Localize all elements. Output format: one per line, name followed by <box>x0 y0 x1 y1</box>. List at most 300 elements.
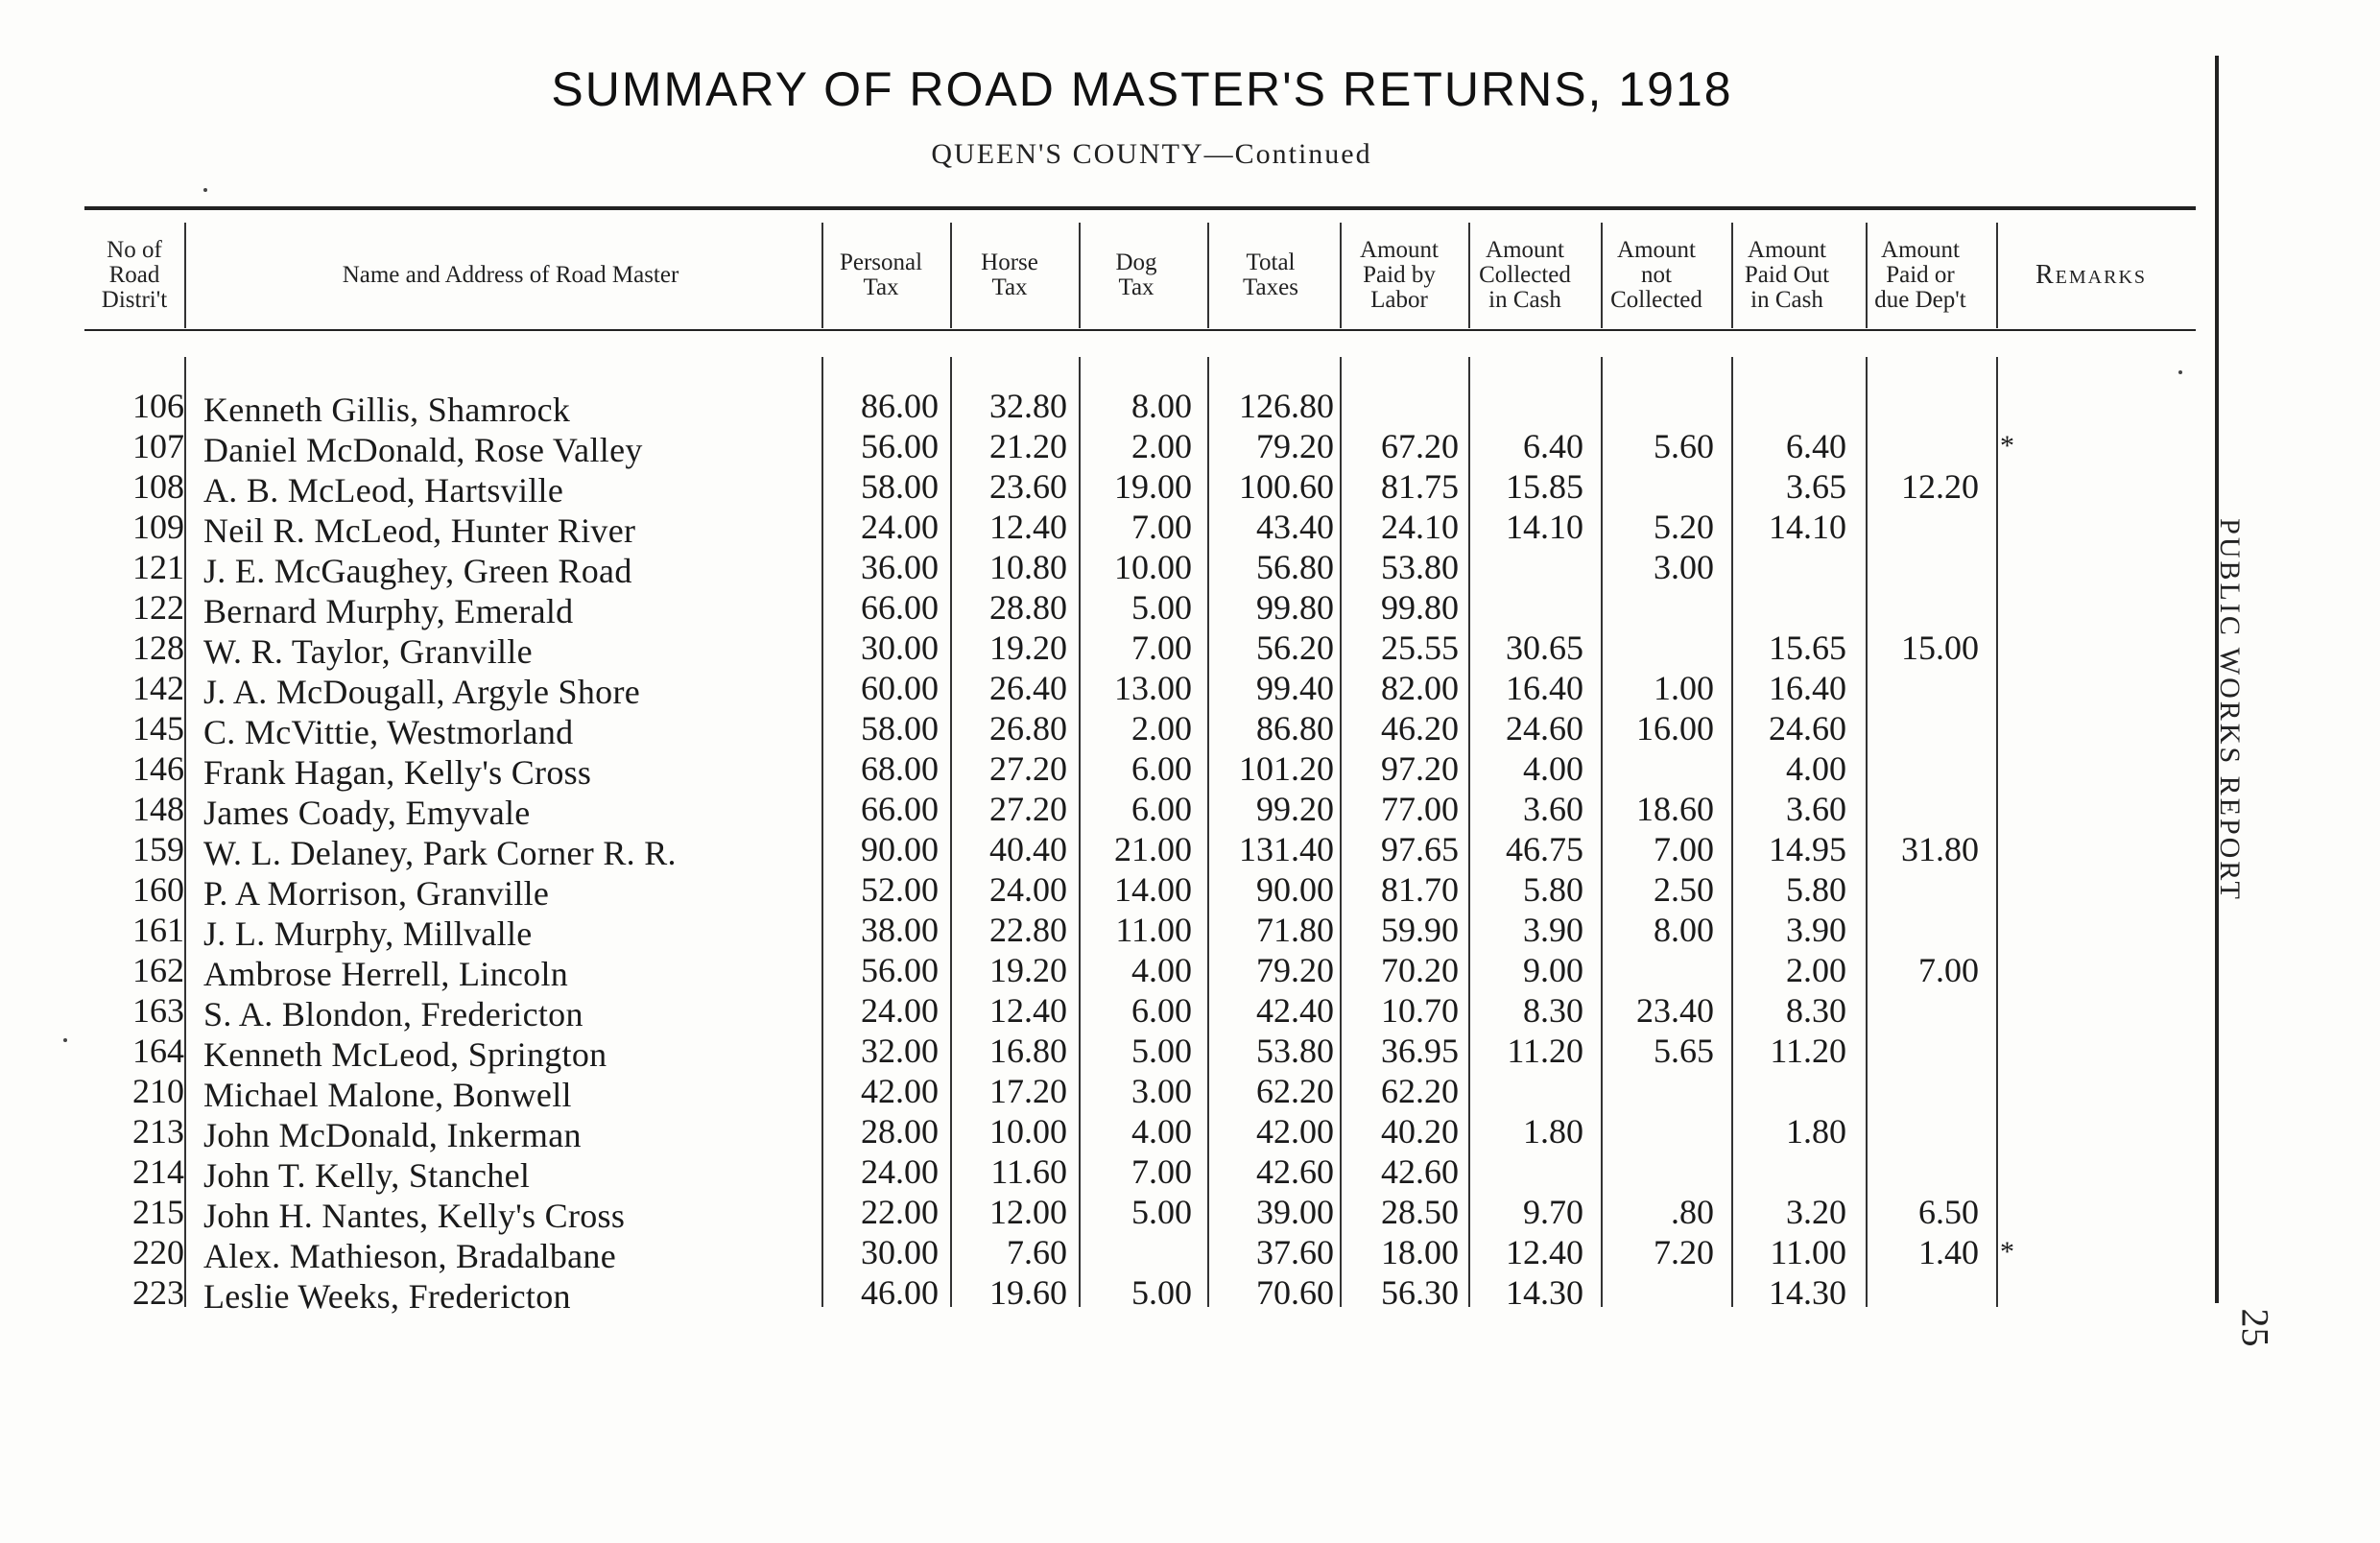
column-header-line: in Cash <box>1750 287 1823 313</box>
cell-remarks: * <box>2000 1236 2014 1268</box>
column-header-line: in Cash <box>1488 287 1561 313</box>
cell-labor: 59.90 <box>1381 911 1459 949</box>
cell-total: 42.60 <box>1256 1152 1334 1191</box>
cell-not-collected: 3.00 <box>1654 548 1714 586</box>
cell-name: P. A Morrison, Granville <box>203 874 550 913</box>
cell-district: 148 <box>132 790 184 828</box>
page-subtitle: QUEEN'S COUNTY—Continued <box>931 138 1372 170</box>
cell-collected: 8.30 <box>1523 991 1583 1030</box>
cell-horse: 12.00 <box>989 1193 1067 1231</box>
cell-name: A. B. McLeod, Hartsville <box>203 471 564 510</box>
cell-dog: 4.00 <box>1131 951 1192 989</box>
cell-labor: 81.70 <box>1381 870 1459 909</box>
cell-total: 101.20 <box>1239 749 1334 788</box>
header-top-rule <box>84 206 2196 210</box>
cell-personal: 60.00 <box>861 669 939 707</box>
cell-total: 100.60 <box>1239 467 1334 506</box>
cell-total: 70.60 <box>1256 1273 1334 1312</box>
cell-not-collected: 23.40 <box>1636 991 1714 1030</box>
column-header-line: Taxes <box>1243 274 1298 300</box>
cell-personal: 36.00 <box>861 548 939 586</box>
cell-paid-dep <box>1862 910 1979 950</box>
cell-name: James Coady, Emyvale <box>203 794 531 832</box>
cell-personal: 66.00 <box>861 790 939 828</box>
cell-remarks <box>2000 386 2029 426</box>
cell-paid-out <box>1727 587 1846 628</box>
cell-total: 79.20 <box>1256 427 1334 465</box>
cell-district: 121 <box>132 548 184 586</box>
cell-horse: 12.40 <box>989 508 1067 546</box>
print-speck <box>2178 370 2182 374</box>
cell-not-collected: 5.60 <box>1654 427 1714 465</box>
cell-collected <box>1466 547 1583 587</box>
cell-personal: 90.00 <box>861 830 939 868</box>
cell-labor: 18.00 <box>1381 1233 1459 1271</box>
cell-district: 122 <box>132 588 184 627</box>
cell-paid-dep <box>1862 507 1979 547</box>
cell-horse: 27.20 <box>989 790 1067 828</box>
cell-district: 223 <box>132 1273 184 1312</box>
column-header-line: Amount <box>1617 237 1696 263</box>
print-speck <box>63 1038 67 1042</box>
column-header-paid-out <box>1727 238 1846 313</box>
cell-personal: 38.00 <box>861 911 939 949</box>
page-title: SUMMARY OF ROAD MASTER'S RETURNS, 1918 <box>551 62 1733 116</box>
cell-labor: 82.00 <box>1381 669 1459 707</box>
column-header-line: Personal <box>839 249 923 275</box>
cell-remarks <box>2000 547 2029 587</box>
cell-horse: 11.60 <box>990 1152 1067 1191</box>
cell-labor: 97.20 <box>1381 749 1459 788</box>
cell-personal: 22.00 <box>861 1193 939 1231</box>
cell-total: 53.80 <box>1256 1032 1334 1070</box>
column-header-personal <box>823 250 939 300</box>
cell-name: J. E. McGaughey, Green Road <box>203 552 632 590</box>
cell-paid-dep <box>1862 1031 1979 1071</box>
cell-remarks <box>2000 1071 2029 1111</box>
cell-total: 126.80 <box>1239 387 1334 425</box>
cell-total: 99.80 <box>1256 588 1334 627</box>
cell-district: 146 <box>132 749 184 788</box>
cell-district: 106 <box>132 387 184 425</box>
cell-labor: 56.30 <box>1381 1273 1459 1312</box>
cell-not-collected: 16.00 <box>1636 709 1714 748</box>
column-rule <box>1996 223 1998 328</box>
cell-paid-dep <box>1862 668 1979 708</box>
cell-name: C. McVittie, Westmorland <box>203 713 574 751</box>
cell-horse: 17.20 <box>989 1072 1067 1110</box>
cell-labor: 53.80 <box>1381 548 1459 586</box>
cell-labor: 42.60 <box>1381 1152 1459 1191</box>
column-header-line: Dog <box>1115 249 1157 275</box>
cell-horse: 26.40 <box>989 669 1067 707</box>
cell-district: 215 <box>132 1193 184 1231</box>
cell-dog: 10.00 <box>1114 548 1192 586</box>
cell-remarks <box>2000 1272 2029 1313</box>
cell-name: Frank Hagan, Kelly's Cross <box>203 753 592 792</box>
cell-personal: 58.00 <box>861 709 939 748</box>
cell-dog: 6.00 <box>1131 749 1192 788</box>
cell-paid-out: 11.00 <box>1770 1233 1846 1271</box>
cell-paid-dep: 15.00 <box>1901 629 1979 667</box>
cell-remarks <box>2000 507 2029 547</box>
cell-district: 142 <box>132 669 184 707</box>
cell-collected: 30.65 <box>1506 629 1583 667</box>
cell-name: John McDonald, Inkerman <box>203 1116 582 1154</box>
cell-collected: 1.80 <box>1523 1112 1583 1151</box>
column-header-line: Distri't <box>101 287 168 313</box>
cell-not-collected <box>1599 466 1714 507</box>
column-header-line: due Dep't <box>1874 287 1966 313</box>
cell-district: 214 <box>132 1152 184 1191</box>
cell-personal: 68.00 <box>861 749 939 788</box>
cell-labor: 25.55 <box>1381 629 1459 667</box>
cell-remarks <box>2000 789 2029 829</box>
cell-labor: 99.80 <box>1381 588 1459 627</box>
cell-dog: 11.00 <box>1115 911 1192 949</box>
cell-name: J. A. McDougall, Argyle Shore <box>203 673 641 711</box>
cell-name: Daniel McDonald, Rose Valley <box>203 431 643 469</box>
cell-not-collected <box>1599 1272 1714 1313</box>
cell-remarks <box>2000 466 2029 507</box>
cell-district: 220 <box>132 1233 184 1271</box>
cell-name: Ambrose Herrell, Lincoln <box>203 955 569 993</box>
cell-name: W. L. Delaney, Park Corner R. R. <box>203 834 677 872</box>
cell-district: 109 <box>132 508 184 546</box>
cell-district: 161 <box>132 911 184 949</box>
cell-paid-dep: 1.40 <box>1918 1233 1979 1271</box>
cell-labor: 40.20 <box>1381 1112 1459 1151</box>
cell-horse: 40.40 <box>989 830 1067 868</box>
cell-not-collected <box>1599 1071 1714 1111</box>
cell-total: 131.40 <box>1239 830 1334 868</box>
cell-district: 160 <box>132 870 184 909</box>
cell-not-collected: 7.00 <box>1654 830 1714 868</box>
cell-district: 162 <box>132 951 184 989</box>
cell-district: 164 <box>132 1032 184 1070</box>
cell-personal: 42.00 <box>861 1072 939 1110</box>
cell-remarks <box>2000 748 2029 789</box>
column-header-total <box>1207 250 1334 300</box>
cell-paid-dep <box>1862 587 1979 628</box>
cell-paid-out: 15.65 <box>1769 629 1846 667</box>
cell-total: 42.40 <box>1256 991 1334 1030</box>
cell-paid-dep <box>1862 547 1979 587</box>
cell-collected: 11.20 <box>1507 1032 1583 1070</box>
cell-labor: 10.70 <box>1381 991 1459 1030</box>
cell-dog: 21.00 <box>1114 830 1192 868</box>
cell-district: 108 <box>132 467 184 506</box>
column-header-line: Total <box>1246 249 1296 275</box>
cell-horse: 19.60 <box>989 1273 1067 1312</box>
cell-paid-dep <box>1862 990 1979 1031</box>
column-header-line: Amount <box>1881 237 1960 263</box>
cell-paid-out: 3.60 <box>1786 790 1846 828</box>
cell-personal: 46.00 <box>861 1273 939 1312</box>
cell-horse: 7.60 <box>1007 1233 1067 1271</box>
cell-collected: 24.60 <box>1506 709 1583 748</box>
column-header-line: Labor <box>1370 287 1428 313</box>
cell-paid-dep: 6.50 <box>1918 1193 1979 1231</box>
cell-paid-out <box>1727 386 1846 426</box>
cell-not-collected: 5.20 <box>1654 508 1714 546</box>
cell-not-collected <box>1599 1151 1714 1192</box>
cell-dog: 6.00 <box>1131 991 1192 1030</box>
column-header-labor <box>1340 238 1459 313</box>
cell-not-collected: 2.50 <box>1654 870 1714 909</box>
cell-district: 145 <box>132 709 184 748</box>
cell-paid-dep <box>1862 1071 1979 1111</box>
cell-paid-dep <box>1862 748 1979 789</box>
column-header-line: Tax <box>863 274 899 300</box>
cell-horse: 16.80 <box>989 1032 1067 1070</box>
cell-name: John T. Kelly, Stanchel <box>203 1156 531 1195</box>
column-header-line: Remarks <box>2035 260 2148 290</box>
cell-name: Bernard Murphy, Emerald <box>203 592 574 630</box>
cell-paid-out: 3.90 <box>1786 911 1846 949</box>
cell-remarks <box>2000 950 2029 990</box>
cell-dog: 6.00 <box>1131 790 1192 828</box>
column-header-line: Amount <box>1748 237 1826 263</box>
cell-total: 62.20 <box>1256 1072 1334 1110</box>
cell-paid-out: 2.00 <box>1786 951 1846 989</box>
cell-remarks <box>2000 910 2029 950</box>
cell-labor: 97.65 <box>1381 830 1459 868</box>
cell-remarks <box>2000 587 2029 628</box>
cell-not-collected: 5.65 <box>1654 1032 1714 1070</box>
column-header-district <box>84 238 184 313</box>
column-header-paid-dep <box>1862 238 1979 313</box>
cell-dog: 2.00 <box>1131 427 1192 465</box>
cell-total: 39.00 <box>1256 1193 1334 1231</box>
cell-remarks: * <box>2000 430 2014 462</box>
column-header-name <box>203 263 818 288</box>
cell-name: W. R. Taylor, Granville <box>203 632 533 671</box>
cell-labor: 77.00 <box>1381 790 1459 828</box>
cell-horse: 26.80 <box>989 709 1067 748</box>
cell-labor: 28.50 <box>1381 1193 1459 1231</box>
cell-total: 37.60 <box>1256 1233 1334 1271</box>
column-header-line: Horse <box>981 249 1038 275</box>
cell-dog: 3.00 <box>1131 1072 1192 1110</box>
cell-labor: 36.95 <box>1381 1032 1459 1070</box>
cell-remarks <box>2000 829 2029 869</box>
cell-remarks <box>2000 668 2029 708</box>
cell-paid-out: 1.80 <box>1786 1112 1846 1151</box>
cell-remarks <box>2000 869 2029 910</box>
cell-district: 107 <box>132 427 184 465</box>
cell-dog: 4.00 <box>1131 1112 1192 1151</box>
cell-total: 99.40 <box>1256 669 1334 707</box>
column-header-line: Paid by <box>1363 262 1436 288</box>
cell-remarks <box>2000 1111 2029 1151</box>
cell-collected <box>1466 587 1583 628</box>
cell-paid-out: 3.20 <box>1786 1193 1846 1231</box>
cell-paid-out: 11.20 <box>1770 1032 1846 1070</box>
column-header-line: Amount <box>1360 237 1439 263</box>
cell-labor: 24.10 <box>1381 508 1459 546</box>
column-header-line: Road <box>108 262 160 288</box>
cell-not-collected <box>1599 587 1714 628</box>
column-header-not-collected <box>1599 238 1714 313</box>
cell-remarks <box>2000 990 2029 1031</box>
cell-collected: 12.40 <box>1506 1233 1583 1271</box>
cell-remarks <box>2000 1031 2029 1071</box>
column-header-line: Paid or <box>1886 262 1955 288</box>
cell-dog: 7.00 <box>1131 1152 1192 1191</box>
column-header-line: Paid Out <box>1744 262 1830 288</box>
cell-personal: 66.00 <box>861 588 939 627</box>
column-rule <box>184 223 186 328</box>
column-header-dog <box>1081 250 1192 300</box>
cell-paid-out <box>1727 1151 1846 1192</box>
cell-personal: 24.00 <box>861 508 939 546</box>
column-header-line: Tax <box>991 274 1028 300</box>
cell-horse: 28.80 <box>989 588 1067 627</box>
cell-total: 43.40 <box>1256 508 1334 546</box>
cell-personal: 30.00 <box>861 629 939 667</box>
cell-paid-out: 24.60 <box>1769 709 1846 748</box>
cell-district: 163 <box>132 991 184 1030</box>
column-rule <box>1996 357 1998 1307</box>
cell-name: Alex. Mathieson, Bradalbane <box>203 1237 616 1275</box>
cell-paid-out <box>1727 1071 1846 1111</box>
cell-labor: 70.20 <box>1381 951 1459 989</box>
cell-remarks <box>2000 1151 2029 1192</box>
cell-paid-dep <box>1862 1151 1979 1192</box>
column-rule <box>184 357 186 1307</box>
cell-paid-dep <box>1862 869 1979 910</box>
cell-collected: 4.00 <box>1523 749 1583 788</box>
cell-personal: 52.00 <box>861 870 939 909</box>
cell-paid-out: 6.40 <box>1786 427 1846 465</box>
cell-labor: 62.20 <box>1381 1072 1459 1110</box>
cell-collected: 9.00 <box>1523 951 1583 989</box>
column-header-line: Collected <box>1479 262 1571 288</box>
cell-horse: 27.20 <box>989 749 1067 788</box>
cell-paid-dep <box>1862 426 1979 466</box>
cell-paid-dep: 12.20 <box>1901 467 1979 506</box>
cell-horse: 21.20 <box>989 427 1067 465</box>
cell-name: Leslie Weeks, Fredericton <box>203 1277 571 1316</box>
cell-total: 56.80 <box>1256 548 1334 586</box>
cell-paid-dep: 31.80 <box>1901 830 1979 868</box>
cell-dog: 5.00 <box>1131 1193 1192 1231</box>
cell-personal: 30.00 <box>861 1233 939 1271</box>
column-header-line: Amount <box>1486 237 1564 263</box>
cell-not-collected: 7.20 <box>1654 1233 1714 1271</box>
cell-collected: 46.75 <box>1506 830 1583 868</box>
column-header-collected <box>1466 238 1583 313</box>
cell-horse: 19.20 <box>989 629 1067 667</box>
cell-personal: 24.00 <box>861 991 939 1030</box>
cell-paid-dep <box>1862 708 1979 748</box>
cell-name: Neil R. McLeod, Hunter River <box>203 511 636 550</box>
cell-labor: 81.75 <box>1381 467 1459 506</box>
cell-horse: 12.40 <box>989 991 1067 1030</box>
cell-paid-dep <box>1862 1272 1979 1313</box>
cell-paid-out: 14.10 <box>1769 508 1846 546</box>
column-header-remarks <box>2000 260 2182 290</box>
cell-dog: 5.00 <box>1131 1032 1192 1070</box>
cell-not-collected: .80 <box>1671 1193 1714 1231</box>
cell-paid-dep: 7.00 <box>1918 951 1979 989</box>
cell-collected: 3.60 <box>1523 790 1583 828</box>
cell-dog: 2.00 <box>1131 709 1192 748</box>
cell-collected <box>1466 1071 1583 1111</box>
cell-personal: 58.00 <box>861 467 939 506</box>
cell-paid-out: 8.30 <box>1786 991 1846 1030</box>
cell-name: John H. Nantes, Kelly's Cross <box>203 1197 626 1235</box>
cell-not-collected: 18.60 <box>1636 790 1714 828</box>
cell-collected: 15.85 <box>1506 467 1583 506</box>
cell-not-collected <box>1599 748 1714 789</box>
cell-not-collected <box>1599 1111 1714 1151</box>
cell-collected: 9.70 <box>1523 1193 1583 1231</box>
cell-not-collected <box>1599 950 1714 990</box>
cell-dog: 7.00 <box>1131 508 1192 546</box>
cell-paid-out: 16.40 <box>1769 669 1846 707</box>
cell-paid-out: 3.65 <box>1786 467 1846 506</box>
cell-dog: 5.00 <box>1131 588 1192 627</box>
cell-not-collected: 1.00 <box>1654 669 1714 707</box>
cell-collected: 3.90 <box>1523 911 1583 949</box>
cell-total: 56.20 <box>1256 629 1334 667</box>
cell-collected <box>1466 1151 1583 1192</box>
cell-total: 99.20 <box>1256 790 1334 828</box>
cell-dog: 13.00 <box>1114 669 1192 707</box>
cell-horse: 23.60 <box>989 467 1067 506</box>
cell-not-collected <box>1599 386 1714 426</box>
cell-horse: 10.00 <box>989 1112 1067 1151</box>
cell-name: S. A. Blondon, Fredericton <box>203 995 583 1033</box>
cell-labor <box>1340 386 1459 426</box>
cell-name: Kenneth McLeod, Springton <box>203 1035 607 1074</box>
cell-district: 128 <box>132 629 184 667</box>
cell-paid-out: 14.30 <box>1769 1273 1846 1312</box>
cell-dog: 8.00 <box>1131 387 1192 425</box>
cell-name: Kenneth Gillis, Shamrock <box>203 391 571 429</box>
cell-labor: 46.20 <box>1381 709 1459 748</box>
cell-paid-out: 14.95 <box>1769 830 1846 868</box>
cell-horse: 22.80 <box>989 911 1067 949</box>
column-header-line: No of <box>107 237 162 263</box>
cell-horse: 10.80 <box>989 548 1067 586</box>
column-header-horse <box>952 250 1067 300</box>
print-speck <box>203 188 207 192</box>
cell-district: 213 <box>132 1112 184 1151</box>
cell-district: 210 <box>132 1072 184 1110</box>
cell-paid-out: 5.80 <box>1786 870 1846 909</box>
cell-personal: 32.00 <box>861 1032 939 1070</box>
running-head: PUBLIC WORKS REPORT <box>2214 518 2246 902</box>
cell-personal: 28.00 <box>861 1112 939 1151</box>
cell-personal: 56.00 <box>861 427 939 465</box>
cell-collected: 14.30 <box>1506 1273 1583 1312</box>
header-bottom-rule <box>84 329 2196 331</box>
cell-total: 71.80 <box>1256 911 1334 949</box>
cell-paid-out <box>1727 547 1846 587</box>
cell-not-collected <box>1599 628 1714 668</box>
cell-horse: 24.00 <box>989 870 1067 909</box>
cell-name: Michael Malone, Bonwell <box>203 1076 572 1114</box>
cell-personal: 86.00 <box>861 387 939 425</box>
cell-personal: 24.00 <box>861 1152 939 1191</box>
column-header-line: Name and Address of Road Master <box>342 262 679 288</box>
cell-total: 42.00 <box>1256 1112 1334 1151</box>
cell-personal: 56.00 <box>861 951 939 989</box>
page-number: 25 <box>2233 1308 2277 1347</box>
